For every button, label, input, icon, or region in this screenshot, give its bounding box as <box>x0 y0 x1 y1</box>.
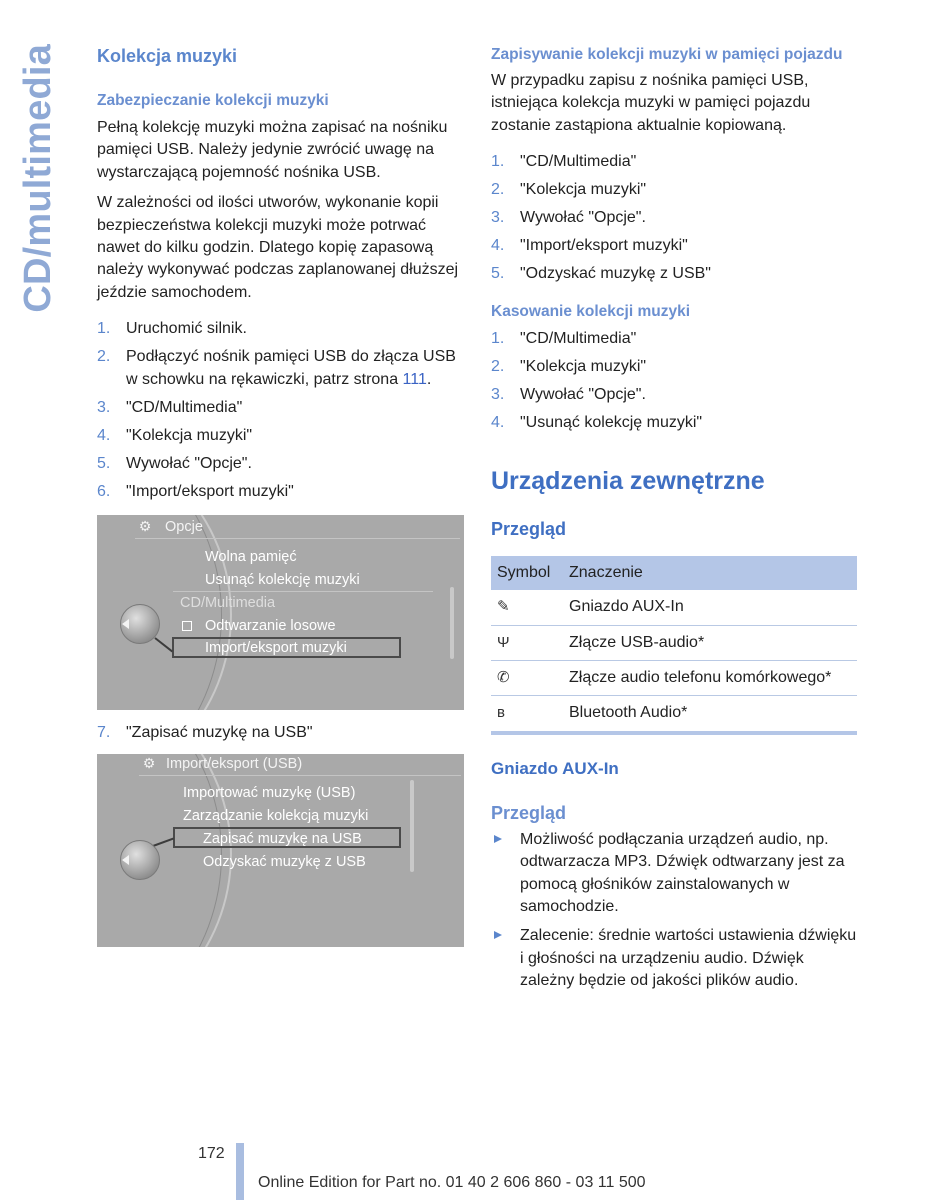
options-menu-screenshot <box>97 515 464 710</box>
phone-audio-icon: ✆ <box>491 661 563 696</box>
step-number: 7. <box>97 723 111 741</box>
backup-steps-list <box>97 318 469 503</box>
menu-item-restore-from-usb: Odzyskać muzykę z USB <box>203 853 366 870</box>
left-column <box>97 44 469 947</box>
step-text: Wywołać "Opcje". <box>126 454 252 472</box>
table-header-meaning: Znaczenie <box>563 556 857 590</box>
step-number: 4. <box>491 237 505 255</box>
list-item <box>491 263 861 285</box>
menu-item-shuffle: Odtwarzanie losowe <box>205 617 336 634</box>
list-item <box>491 412 861 434</box>
list-item <box>97 346 469 391</box>
usb-icon: Ψ <box>491 625 563 660</box>
step-text: "CD/Multimedia" <box>520 153 637 171</box>
divider <box>173 591 433 592</box>
triangle-bullet-icon <box>494 835 502 843</box>
step-text: Wywołać "Opcje". <box>520 386 646 404</box>
list-item <box>491 384 861 406</box>
list-item <box>491 925 861 992</box>
step-number: 2. <box>491 181 505 199</box>
step-text: "Kolekcja muzyki" <box>520 358 647 376</box>
bullet-text: Zalecenie: średnie wartości ustawienia dźwięku i głośności na urządzeniu audio. Dźwięk zależny będzie od jakości plików audio. <box>520 927 857 990</box>
scrollbar <box>450 587 454 659</box>
table-cell: Gniazdo AUX-In <box>563 590 857 625</box>
bluetooth-icon: ʙ <box>491 696 563 733</box>
step-text: "Kolekcja muzyki" <box>520 181 647 199</box>
screen-title: Import/eksport (USB) <box>166 755 303 772</box>
restore-steps-list <box>491 151 861 285</box>
table-header-symbol: Symbol <box>491 556 563 590</box>
delete-steps-list <box>491 328 861 434</box>
list-item <box>491 829 861 919</box>
step-text: "CD/Multimedia" <box>520 330 637 348</box>
list-item <box>491 235 861 257</box>
backup-steps-list-cont <box>97 722 469 744</box>
heading-aux-in: Gniazdo AUX-In <box>491 758 619 778</box>
triangle-bullet-icon <box>494 931 502 939</box>
subheading-backup: Zabezpieczanie kolekcji muzyki <box>97 92 329 109</box>
list-item <box>97 481 469 503</box>
step-text: "Zapisać muzykę na USB" <box>126 723 313 741</box>
step-text-suffix: . <box>426 370 432 388</box>
list-item <box>491 328 861 350</box>
list-item <box>491 151 861 173</box>
table-header-row <box>491 556 857 590</box>
heading-music-collection: Kolekcja muzyki <box>97 46 238 66</box>
list-item <box>97 318 469 340</box>
list-item <box>491 207 861 229</box>
heading-overview: Przegląd <box>491 519 567 540</box>
step-number: 4. <box>97 426 111 444</box>
scrollbar <box>410 780 414 872</box>
knob-left-arrow-icon <box>122 855 129 865</box>
step-number: 6. <box>97 482 111 500</box>
aux-plug-icon: ✎ <box>491 590 563 625</box>
step-text: "Kolekcja muzyki" <box>126 426 253 444</box>
screen-title: Opcje <box>165 518 203 535</box>
step-number: 5. <box>491 265 505 283</box>
table-row <box>491 590 857 625</box>
step-number: 2. <box>491 358 505 376</box>
menu-item-import-music: Importować muzykę (USB) <box>183 784 356 801</box>
table-row <box>491 625 857 660</box>
step-text: "Import/eksport muzyki" <box>520 237 688 255</box>
step-number: 1. <box>491 330 505 348</box>
side-section-title-text: CD/multimedia <box>17 44 59 313</box>
menu-item-manage-collection: Zarządzanie kolekcją muzyki <box>183 807 369 824</box>
screen-arc <box>97 754 222 947</box>
step-number: 3. <box>491 386 505 404</box>
heading-aux-overview: Przegląd <box>491 802 567 823</box>
bullet-text: Możliwość podłączania urządzeń audio, np. odtwarzacza MP3. Dźwięk odtwarzany jest za pomocą głośników zainstalowanych w samochodzie. <box>520 830 845 916</box>
divider <box>135 538 460 539</box>
step-text: "Odzyskać muzykę z USB" <box>520 265 711 283</box>
page-link[interactable]: 111 <box>402 370 427 388</box>
step-number: 1. <box>97 320 111 338</box>
list-item <box>491 179 861 201</box>
menu-item-free-memory: Wolna pamięć <box>205 548 297 565</box>
subheading-save-to-vehicle: Zapisywanie kolekcji muzyki w pamięci pojazdu <box>491 46 843 63</box>
aux-bullet-list <box>491 829 861 993</box>
step-number: 3. <box>491 209 505 227</box>
table-row <box>491 661 857 696</box>
table-row <box>491 696 857 733</box>
step-text: Wywołać "Opcje". <box>520 209 646 227</box>
screen-arc <box>97 515 222 710</box>
list-item <box>97 425 469 447</box>
list-item <box>491 356 861 378</box>
import-export-screenshot <box>97 754 464 947</box>
step-number: 2. <box>97 348 111 366</box>
list-item <box>97 453 469 475</box>
list-item <box>97 397 469 419</box>
paragraph-backup-1: Pełną kolekcję muzyki można zapisać na nośniku pamięci USB. Należy jedynie zwrócić uwagę na wystarczającą pojemność nośnika USB. <box>97 119 448 181</box>
page-number: 172 <box>198 1145 225 1162</box>
menu-item-delete-collection: Usunąć kolekcję muzyki <box>205 571 360 588</box>
side-section-title <box>16 44 60 314</box>
right-column <box>491 44 861 1000</box>
paragraph-backup-2: W zależności od ilości utworów, wykonanie kopii bezpieczeństwa kolekcji muzyki może potrwać nawet do kilku godzin. Dlatego kopię zapasową należy wykonywać podczas zaplanowanej dłuższej jeździe samochodem. <box>97 194 459 301</box>
section-title-external-devices: Urządzenia zewnętrzne <box>491 467 765 496</box>
paragraph-save-to-vehicle: W przypadku zapisu z nośnika pamięci USB, istniejąca kolekcja muzyki w pamięci pojazdu zostanie zastąpiona aktualnie kopiowaną. <box>491 72 811 134</box>
step-number: 3. <box>97 398 111 416</box>
step-text: "Import/eksport muzyki" <box>126 482 294 500</box>
divider <box>139 775 461 776</box>
step-number: 5. <box>97 454 111 472</box>
options-gear-icon: ⚙ <box>138 517 152 534</box>
list-item <box>97 722 469 744</box>
footer-accent-bar <box>236 1143 244 1200</box>
step-text: "CD/Multimedia" <box>126 398 243 416</box>
knob-left-arrow-icon <box>122 619 129 629</box>
step-text: Uruchomić silnik. <box>126 320 247 338</box>
subheading-delete-collection: Kasowanie kolekcji muzyki <box>491 303 691 321</box>
table-cell: Bluetooth Audio* <box>563 696 857 733</box>
table-cell: Złącze audio telefonu komórkowego* <box>563 661 857 696</box>
menu-item-save-to-usb: Zapisać muzykę na USB <box>203 830 362 847</box>
checkbox-icon <box>182 621 192 631</box>
footer-edition: Online Edition for Part no. 01 40 2 606 860 - 03 11 500 <box>258 1174 646 1191</box>
step-number: 1. <box>491 153 505 171</box>
options-gear-icon: ⚙ <box>142 754 156 771</box>
symbol-table <box>491 556 857 735</box>
step-text: Podłączyć nośnik pamięci USB do złącza USB w schowku na rękawiczki, patrz strona <box>126 348 456 388</box>
table-cell: Złącze USB-audio* <box>563 625 857 660</box>
step-number: 4. <box>491 414 505 432</box>
menu-section-cd-multimedia: CD/Multimedia <box>180 594 276 611</box>
menu-item-import-export: Import/eksport muzyki <box>205 639 347 656</box>
step-text: "Usunąć kolekcję muzyki" <box>520 414 703 432</box>
